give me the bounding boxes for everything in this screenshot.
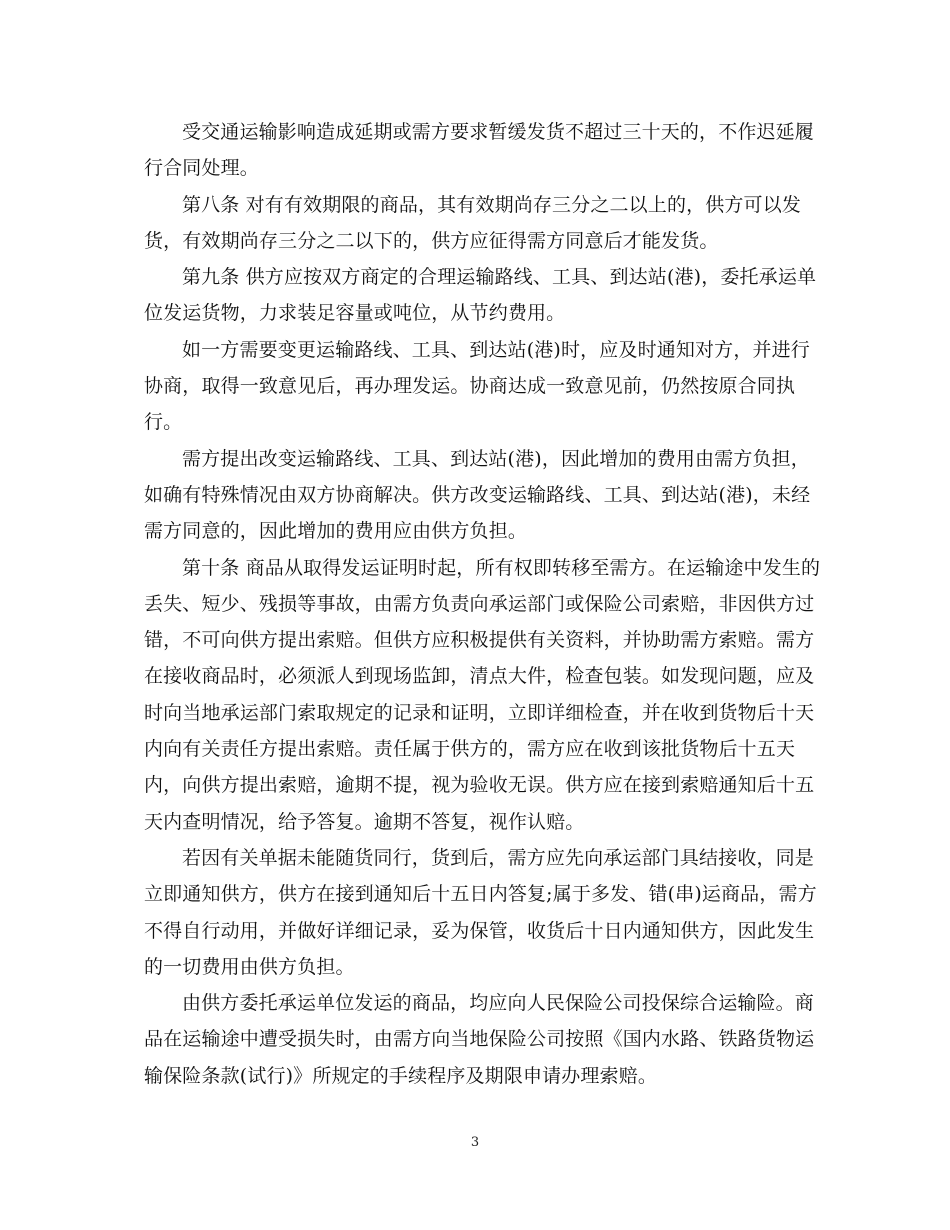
text-line: 协商，取得一致意见后，再办理发运。协商达成一致意见前，仍然按原合同执 <box>144 375 796 398</box>
text-line: 不得自行动用，并做好详细记录，妥为保管，收货后十日内通知供方，因此发生 <box>144 919 815 942</box>
text-line: 丢失、短少、残损等事故，由需方负责向承运部门或保险公司索赔，非因供方过 <box>144 592 815 615</box>
text-line: 行。 <box>144 411 183 434</box>
text-line: 品在运输途中遭受损失时，由需方向当地保险公司按照《国内水路、铁路货物运 <box>144 1028 815 1051</box>
text-line: 如一方需要变更运输路线、工具、到达站(港)时，应及时通知对方，并进行 <box>182 338 810 361</box>
text-line: 第十条 商品从取得发运证明时起，所有权即转移至需方。在运输途中发生的 <box>182 556 821 579</box>
text-line: 错，不可向供方提出索赔。但供方应积极提供有关资料，并协助需方索赔。需方 <box>144 629 815 652</box>
text-line: 在接收商品时，必须派人到现场监卸，清点大件，检查包装。如发现问题，应及 <box>144 665 815 688</box>
document-body <box>144 114 821 1094</box>
text-line: 货，有效期尚存三分之二以下的，供方应征得需方同意后才能发货。 <box>144 229 719 252</box>
text-line: 行合同处理。 <box>144 157 259 180</box>
text-line: 第九条 供方应按双方商定的合理运输路线、工具、到达站(港)，委托承运单 <box>182 266 817 289</box>
text-line: 需方同意的，因此增加的费用应由供方负担。 <box>144 520 528 543</box>
text-line: 第八条 对有有效期限的商品，其有效期尚存三分之二以上的，供方可以发 <box>182 193 801 216</box>
text-line: 天内查明情况，给予答复。逾期不答复，视作认赔。 <box>144 810 585 833</box>
text-line: 输保险条款(试行)》所规定的手续程序及期限申请办理索赔。 <box>144 1064 658 1087</box>
text-line: 时向当地承运部门索取规定的记录和证明，立即详细检查，并在收到货物后十天 <box>144 701 815 724</box>
text-line: 由供方委托承运单位发运的商品，均应向人民保险公司投保综合运输险。商 <box>182 992 814 1015</box>
text-line: 需方提出改变运输路线、工具、到达站(港)，因此增加的费用由需方负担， <box>182 447 810 470</box>
text-line: 如确有特殊情况由双方协商解决。供方改变运输路线、工具、到达站(港)，未经 <box>144 483 811 506</box>
text-line: 的一切费用由供方负担。 <box>144 955 355 978</box>
text-line: 内向有关责任方提出索赔。责任属于供方的，需方应在收到该批货物后十五天 <box>144 738 796 761</box>
page-number: 3 <box>470 1135 480 1150</box>
text-line: 受交通运输影响造成延期或需方要求暂缓发货不超过三十天的，不作迟延履 <box>182 121 814 143</box>
text-line: 立即通知供方，供方在接到通知后十五日内答复;属于多发、错(串)运商品，需方 <box>144 883 817 906</box>
text-line: 若因有关单据未能随货同行，货到后，需方应先向承运部门具结接收，同是 <box>182 846 814 869</box>
text-line: 内，向供方提出索赔，逾期不提，视为验收无误。供方应在接到索赔通知后十五 <box>144 774 815 797</box>
text-line: 位发运货物，力求装足容量或吨位，从节约费用。 <box>144 302 566 325</box>
